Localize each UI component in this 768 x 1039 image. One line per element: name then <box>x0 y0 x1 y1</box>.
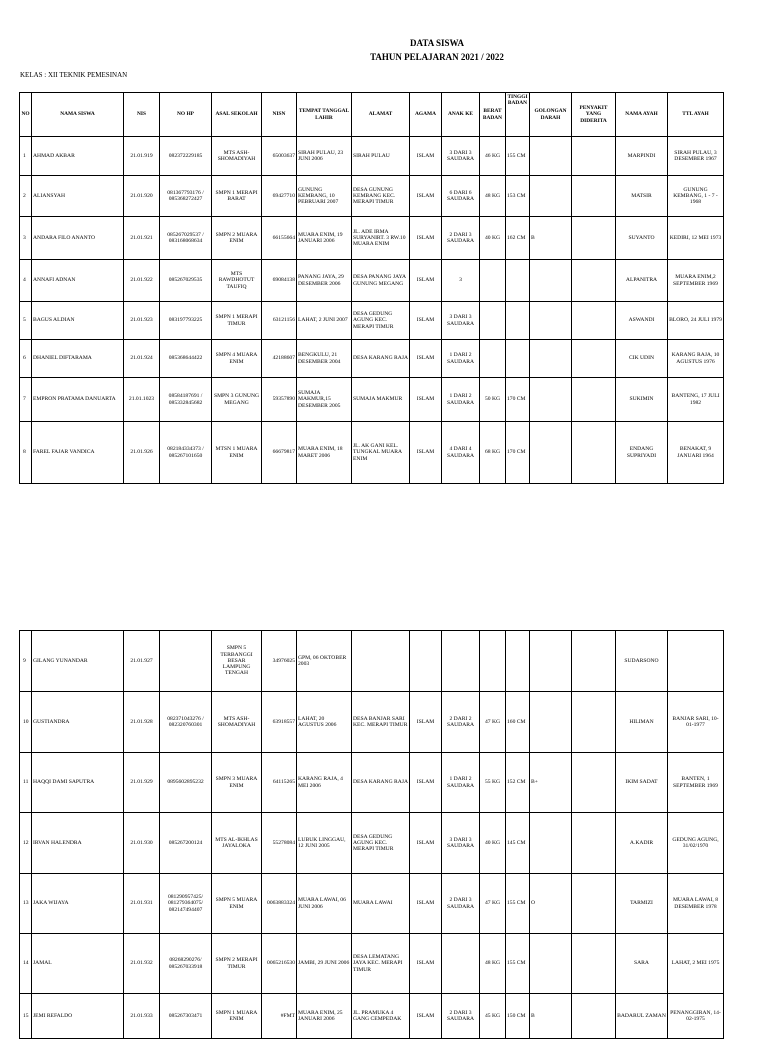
cell-asal-sekolah: SMPN 1 MUARA ENIM <box>212 994 262 1039</box>
cell-no: 8 <box>20 422 32 484</box>
cell-golongan-darah <box>530 260 572 302</box>
cell-nis: 21.01.927 <box>124 631 160 692</box>
cell-no: 14 <box>20 934 32 994</box>
cell-alamat: DESA GUNUNG KEMBANG KEC. MERAPI TIMUR <box>352 176 410 217</box>
cell-ttl-ayah: BANJAR SARI, 10-01-1977 <box>668 692 724 753</box>
cell-anak-ke: 4 DARI 4 SAUDARA <box>442 422 480 484</box>
cell-nisn: 0065216530 <box>262 934 297 994</box>
cell-golongan-darah <box>530 302 572 340</box>
cell-alamat <box>352 631 410 692</box>
cell-nama-siswa: IRVAN HALENDRA <box>32 813 124 874</box>
cell-nama-ayah: SUKIMIN <box>616 378 668 422</box>
cell-tinggi-badan: 145 CM <box>506 813 530 874</box>
cell-ttl-ayah: BLORO, 24 JULI 1979 <box>668 302 724 340</box>
cell-nis: 21.01.929 <box>124 753 160 813</box>
cell-nama-siswa: AHMAD AKBAR <box>32 137 124 176</box>
cell-tempat-tanggal-lahir: PANANG JAYA, 29 DESEMBER 2006 <box>297 260 352 302</box>
cell-tempat-tanggal-lahir: LAHAT, 2 JUNI 2007 <box>297 302 352 340</box>
cell-nama-siswa: ANDARA FILO ANANTO <box>32 217 124 260</box>
cell-golongan-darah <box>530 378 572 422</box>
cell-penyakit <box>572 753 616 813</box>
cell-nama-ayah: CIK UDIN <box>616 340 668 378</box>
cell-anak-ke: 2 DARI 2 SAUDARA <box>442 692 480 753</box>
cell-asal-sekolah: MTS AL-IKHLAS JAYALOKA <box>212 813 262 874</box>
cell-nama-siswa: JEMI REFALDO <box>32 994 124 1039</box>
cell-nisn: 59357890 <box>262 378 297 422</box>
cell-no: 12 <box>20 813 32 874</box>
cell-tinggi-badan: 155 CM <box>506 137 530 176</box>
column-header-alamat: ALAMAT <box>352 93 410 137</box>
document-subtitle: TAHUN PELAJARAN 2021 / 2022 <box>370 52 504 62</box>
cell-golongan-darah <box>530 813 572 874</box>
student-table-1 <box>19 92 724 484</box>
cell-golongan-darah <box>530 176 572 217</box>
table-row <box>20 994 724 1039</box>
table-row <box>20 260 724 302</box>
cell-tempat-tanggal-lahir: GPM, 06 OKTOBER 2003 <box>297 631 352 692</box>
cell-penyakit <box>572 302 616 340</box>
cell-nisn: 65003637 <box>262 137 297 176</box>
cell-agama: ISLAM <box>410 813 442 874</box>
table-row <box>20 874 724 934</box>
cell-no-hp: 083197793225 <box>160 302 212 340</box>
cell-alamat: SUMAJA MAKMUR <box>352 378 410 422</box>
cell-berat-badan: 45 KG <box>480 994 506 1039</box>
cell-nama-ayah: A.KADIR <box>616 813 668 874</box>
cell-asal-sekolah: MTS ASH-SHOMADIYAH <box>212 137 262 176</box>
cell-tinggi-badan: 160 CM <box>506 692 530 753</box>
cell-tempat-tanggal-lahir: BENGKULU, 21 DESEMBER 2004 <box>297 340 352 378</box>
table-row <box>20 692 724 753</box>
column-header-no-hp: NO HP <box>160 93 212 137</box>
cell-asal-sekolah: SMPN 5 TERBANGGI BESAR LAMPUNG TENGAH <box>212 631 262 692</box>
cell-tempat-tanggal-lahir: MUARA LAWAI, 06 JUNI 2006 <box>297 874 352 934</box>
column-header-anak-ke: ANAK KE <box>442 93 480 137</box>
cell-nama-ayah: ASWANDI <box>616 302 668 340</box>
document-title: DATA SISWA <box>410 38 464 48</box>
cell-penyakit <box>572 631 616 692</box>
cell-penyakit <box>572 874 616 934</box>
cell-asal-sekolah: SMPN 4 MUARA ENIM <box>212 340 262 378</box>
cell-alamat: SIRAH PULAU <box>352 137 410 176</box>
cell-nis: 21.01.932 <box>124 934 160 994</box>
cell-no: 15 <box>20 994 32 1039</box>
cell-nisn: 69427710 <box>262 176 297 217</box>
cell-anak-ke <box>442 934 480 994</box>
cell-agama: ISLAM <box>410 934 442 994</box>
column-header-ttl-ayah: TTL AYAH <box>668 93 724 137</box>
cell-berat-badan: 55 KG <box>480 753 506 813</box>
cell-ttl-ayah: LAHAT, 2 MEI 1975 <box>668 934 724 994</box>
column-header-nama-siswa: NAMA SISWA <box>32 93 124 137</box>
cell-berat-badan <box>480 631 506 692</box>
cell-agama: ISLAM <box>410 753 442 813</box>
cell-ttl-ayah: MUARA ENIM,2 SEPTEMBER 1969 <box>668 260 724 302</box>
cell-nis: 21.01.920 <box>124 176 160 217</box>
cell-agama: ISLAM <box>410 994 442 1039</box>
cell-nisn: 66679817 <box>262 422 297 484</box>
cell-nisn: 34976025 <box>262 631 297 692</box>
cell-nis: 21.01.923 <box>124 302 160 340</box>
cell-nis: 21.01.921 <box>124 217 160 260</box>
cell-tempat-tanggal-lahir: MUARA ENIM, 25 JANUARI 2006 <box>297 994 352 1039</box>
cell-ttl-ayah: MUARA LAWAI, 8 DESEMBER 1978 <box>668 874 724 934</box>
cell-golongan-darah: B <box>530 217 572 260</box>
cell-no-hp: 085267029535 <box>160 260 212 302</box>
table-row <box>20 934 724 994</box>
cell-nama-siswa: ANNAFI ADNAN <box>32 260 124 302</box>
cell-nama-ayah: SARA <box>616 934 668 994</box>
table-row <box>20 753 724 813</box>
cell-asal-sekolah: SMPN 2 MERAPI TIMUR <box>212 934 262 994</box>
cell-anak-ke: 3 <box>442 260 480 302</box>
column-header-nama-ayah: NAMA AYAH <box>616 93 668 137</box>
cell-nis: 21.01.922 <box>124 260 160 302</box>
cell-alamat: DESA BANJAR SARI KEC. MERAPI TIMUR <box>352 692 410 753</box>
cell-penyakit <box>572 260 616 302</box>
cell-alamat: MUARA LAWAI <box>352 874 410 934</box>
cell-no-hp: 08584187691 / 085332845682 <box>160 378 212 422</box>
cell-asal-sekolah: SMPN 1 MERAPI BARAT <box>212 176 262 217</box>
cell-tinggi-badan <box>506 631 530 692</box>
cell-berat-badan <box>480 340 506 378</box>
cell-ttl-ayah: GUNUNG KEMBANG, 1 - 7 - 1968 <box>668 176 724 217</box>
cell-berat-badan: 50 KG <box>480 378 506 422</box>
column-header-agama: AGAMA <box>410 93 442 137</box>
cell-asal-sekolah: SMPN 3 GUNUNG MEGANG <box>212 378 262 422</box>
cell-golongan-darah <box>530 692 572 753</box>
column-header-golongan-darah: GOLONGAN DARAH <box>530 93 572 137</box>
cell-alamat: DESA PANANG JAYA GUNUNG MEGANG <box>352 260 410 302</box>
cell-no-hp: 085267303471 <box>160 994 212 1039</box>
cell-tinggi-badan <box>506 260 530 302</box>
cell-nama-siswa: GUSTIANDRA <box>32 692 124 753</box>
cell-no: 7 <box>20 378 32 422</box>
cell-nama-siswa: HAQQI DAMI SAPUTRA <box>32 753 124 813</box>
cell-nis: 21.01.926 <box>124 422 160 484</box>
cell-anak-ke <box>442 631 480 692</box>
cell-berat-badan: 47 KG <box>480 692 506 753</box>
cell-alamat: DESA GEDUNG AGUNG KEC. MERAPI TIMUR <box>352 302 410 340</box>
cell-golongan-darah <box>530 934 572 994</box>
cell-ttl-ayah: BANTEN, 1 SEPTEMBER 1969 <box>668 753 724 813</box>
cell-no: 10 <box>20 692 32 753</box>
cell-tempat-tanggal-lahir: SIRAH PULAU, 23 JUNI 2006 <box>297 137 352 176</box>
cell-nisn: 42188607 <box>262 340 297 378</box>
student-table-2 <box>19 630 724 1039</box>
cell-berat-badan: 68 KG <box>480 422 506 484</box>
cell-alamat: DESA GEDUNG AGUNG KEC. MERAPI TIMUR <box>352 813 410 874</box>
cell-golongan-darah <box>530 137 572 176</box>
cell-penyakit <box>572 994 616 1039</box>
column-header-no: NO <box>20 93 32 137</box>
table-row <box>20 176 724 217</box>
cell-nisn: 0063883324 <box>262 874 297 934</box>
cell-asal-sekolah: SMPN 2 MUARA ENIM <box>212 217 262 260</box>
cell-tinggi-badan: 170 CM <box>506 378 530 422</box>
cell-nama-siswa: BAGUS ALDIAN <box>32 302 124 340</box>
cell-no-hp: 082372229185 <box>160 137 212 176</box>
cell-nama-siswa: JAMAL <box>32 934 124 994</box>
cell-no-hp: 085267200124 <box>160 813 212 874</box>
column-header-nisn: NISN <box>262 93 297 137</box>
column-header-nis: NIS <box>124 93 160 137</box>
table-row <box>20 217 724 260</box>
cell-no: 13 <box>20 874 32 934</box>
cell-asal-sekolah: SMPN 3 MUARA ENIM <box>212 753 262 813</box>
cell-no-hp <box>160 631 212 692</box>
cell-berat-badan: 48 KG <box>480 934 506 994</box>
cell-anak-ke: 1 DARI 2 SAUDARA <box>442 753 480 813</box>
cell-penyakit <box>572 378 616 422</box>
cell-nama-siswa: GILANG YUNANDAR <box>32 631 124 692</box>
cell-anak-ke: 6 DARI 6 SAUDARA <box>442 176 480 217</box>
cell-agama: ISLAM <box>410 137 442 176</box>
cell-asal-sekolah: MTSN 1 MUARA ENIM <box>212 422 262 484</box>
cell-tempat-tanggal-lahir: SUMAJA MAKMUR,15 DESEMBER 2005 <box>297 378 352 422</box>
cell-anak-ke: 3 DARI 3 SAUDARA <box>442 137 480 176</box>
cell-tinggi-badan <box>506 302 530 340</box>
cell-tempat-tanggal-lahir: JAMBI, 29 JUNI 2006 <box>297 934 352 994</box>
cell-asal-sekolah: SMPN 5 MUARA ENIM <box>212 874 262 934</box>
cell-nis: 21.01.919 <box>124 137 160 176</box>
cell-no-hp: 085368644422 <box>160 340 212 378</box>
cell-berat-badan: 48 KG <box>480 176 506 217</box>
cell-alamat: DESA KARANG RAJA <box>352 340 410 378</box>
cell-nis: 21.01.931 <box>124 874 160 934</box>
cell-golongan-darah <box>530 340 572 378</box>
cell-nama-ayah: MARPINDI <box>616 137 668 176</box>
cell-no-hp: 08268290276/ 085267033918 <box>160 934 212 994</box>
cell-no: 5 <box>20 302 32 340</box>
cell-nama-siswa: FAREL FAJAR VANDICA <box>32 422 124 484</box>
table-row <box>20 302 724 340</box>
cell-nama-ayah: IKIM SADAT <box>616 753 668 813</box>
cell-berat-badan <box>480 260 506 302</box>
cell-nama-siswa: JAKA WIJAYA <box>32 874 124 934</box>
cell-no: 6 <box>20 340 32 378</box>
column-header-tempat-tanggal-lahir: TEMPAT TANGGAL LAHIR <box>297 93 352 137</box>
cell-tinggi-badan: 170 CM <box>506 422 530 484</box>
cell-tempat-tanggal-lahir: MUARA ENIM, 19 JANUARI 2006 <box>297 217 352 260</box>
cell-berat-badan: 47 KG <box>480 874 506 934</box>
cell-anak-ke: 3 DARI 3 SAUDARA <box>442 302 480 340</box>
cell-no: 2 <box>20 176 32 217</box>
cell-nama-ayah: ALPANITRA <box>616 260 668 302</box>
cell-nama-ayah: SUYANTO <box>616 217 668 260</box>
column-header-penyakit: PENYAKIT YANG DIDERITA <box>572 93 616 137</box>
cell-golongan-darah <box>530 422 572 484</box>
cell-tinggi-badan: 150 CM <box>506 994 530 1039</box>
cell-tinggi-badan: 153 CM <box>506 176 530 217</box>
cell-agama <box>410 631 442 692</box>
cell-golongan-darah: B+ <box>530 753 572 813</box>
cell-nisn: 63121156 <box>262 302 297 340</box>
cell-no: 4 <box>20 260 32 302</box>
cell-anak-ke: 3 DARI 3 SAUDARA <box>442 813 480 874</box>
cell-anak-ke: 1 DARI 2 SAUDARA <box>442 378 480 422</box>
cell-nama-ayah: MATSIR <box>616 176 668 217</box>
cell-no-hp: 081367793176 / 085368272427 <box>160 176 212 217</box>
cell-penyakit <box>572 422 616 484</box>
table-row <box>20 340 724 378</box>
cell-no: 9 <box>20 631 32 692</box>
cell-tempat-tanggal-lahir: LUBUK LINGGAU, 12 JUNI 2005 <box>297 813 352 874</box>
cell-no: 11 <box>20 753 32 813</box>
cell-no-hp: 081290957425/ 081279364075/ 082147494407 <box>160 874 212 934</box>
cell-asal-sekolah: SMPN 1 MERAPI TIMUR <box>212 302 262 340</box>
cell-anak-ke: 2 DARI 3 SAUDARA <box>442 994 480 1039</box>
cell-berat-badan <box>480 302 506 340</box>
cell-no-hp: 0895602895232 <box>160 753 212 813</box>
cell-tinggi-badan: 155 CM <box>506 874 530 934</box>
cell-ttl-ayah: BENAKAT, 9 JANUARI 1964 <box>668 422 724 484</box>
column-header-asal-sekolah: ASAL SEKOLAH <box>212 93 262 137</box>
cell-alamat: JL. PRAMUKA 4 GANG CEMPEDAK <box>352 994 410 1039</box>
table-row <box>20 378 724 422</box>
cell-asal-sekolah: MTS RAWDHOTUT TAUFIQ <box>212 260 262 302</box>
cell-nis: 21.01.930 <box>124 813 160 874</box>
cell-alamat: DESA LEMATANG JAYA KEC. MERAPI TIMUR <box>352 934 410 994</box>
cell-tempat-tanggal-lahir: GUNUNG KEMBANG, 10 PEBRUARI 2007 <box>297 176 352 217</box>
cell-agama: ISLAM <box>410 378 442 422</box>
cell-nis: 21.01.933 <box>124 994 160 1039</box>
cell-agama: ISLAM <box>410 217 442 260</box>
cell-tinggi-badan: 152 CM <box>506 753 530 813</box>
table-row <box>20 422 724 484</box>
cell-nama-ayah: TARMIZI <box>616 874 668 934</box>
cell-tinggi-badan: 155 CM <box>506 934 530 994</box>
cell-nisn: 69084138 <box>262 260 297 302</box>
cell-penyakit <box>572 176 616 217</box>
cell-tinggi-badan <box>506 340 530 378</box>
cell-nama-ayah: HILIMAN <box>616 692 668 753</box>
cell-alamat: JL. AK GANI KEL. TUNGKAL MUARA ENIM <box>352 422 410 484</box>
cell-ttl-ayah: SIRAH PULAU, 3 DESEMBER 1967 <box>668 137 724 176</box>
cell-golongan-darah <box>530 631 572 692</box>
cell-nama-siswa: DHANIEL DIFTARAMA <box>32 340 124 378</box>
cell-nama-ayah: BADARUL ZAMAN <box>616 994 668 1039</box>
cell-penyakit <box>572 934 616 994</box>
cell-anak-ke: 1 DARI 2 SAUDARA <box>442 340 480 378</box>
cell-nis: 21.01.1023 <box>124 378 160 422</box>
cell-ttl-ayah: KARANG RAJA, 10 AGUSTUS 1976 <box>668 340 724 378</box>
table-row <box>20 631 724 692</box>
cell-berat-badan: 40 KG <box>480 813 506 874</box>
cell-nama-ayah: ENDANG SUPRIYADI <box>616 422 668 484</box>
cell-alamat: DESA KARANG RAJA <box>352 753 410 813</box>
cell-penyakit <box>572 813 616 874</box>
cell-ttl-ayah: PENANGGIRAN, 14-02-1975 <box>668 994 724 1039</box>
cell-penyakit <box>572 137 616 176</box>
cell-nis: 21.01.924 <box>124 340 160 378</box>
cell-no: 3 <box>20 217 32 260</box>
cell-nisn: 66155664 <box>262 217 297 260</box>
cell-agama: ISLAM <box>410 422 442 484</box>
cell-ttl-ayah: BANTENG, 17 JULI 1982 <box>668 378 724 422</box>
cell-tinggi-badan: 162 CM <box>506 217 530 260</box>
cell-agama: ISLAM <box>410 176 442 217</box>
cell-ttl-ayah <box>668 631 724 692</box>
cell-alamat: JL. ADE IRMA SURYANIRT. 3 RW.10 MUARA ENIM <box>352 217 410 260</box>
cell-no-hp: 082371043276 / 082320760301 <box>160 692 212 753</box>
cell-agama: ISLAM <box>410 340 442 378</box>
table-row <box>20 813 724 874</box>
cell-ttl-ayah: GEDUNG AGUNG, 31/02/1970 <box>668 813 724 874</box>
column-header-tinggi-badan: TINGGI BADAN <box>506 93 530 137</box>
cell-penyakit <box>572 692 616 753</box>
cell-tempat-tanggal-lahir: KARANG RAJA, 4 MEI 2006 <box>297 753 352 813</box>
cell-tempat-tanggal-lahir: MUARA ENIM, 18 MARET 2006 <box>297 422 352 484</box>
cell-penyakit <box>572 217 616 260</box>
cell-golongan-darah: B <box>530 994 572 1039</box>
table-row <box>20 137 724 176</box>
cell-anak-ke: 2 DARI 3 SAUDARA <box>442 217 480 260</box>
cell-berat-badan: 46 KG <box>480 137 506 176</box>
cell-nisn: 64115265 <box>262 753 297 813</box>
cell-nama-siswa: ALIANSYAH <box>32 176 124 217</box>
cell-no-hp: 082184334373 / 085267101650 <box>160 422 212 484</box>
cell-penyakit <box>572 340 616 378</box>
cell-agama: ISLAM <box>410 260 442 302</box>
cell-nis: 21.01.928 <box>124 692 160 753</box>
column-header-berat-badan: BERAT BADAN <box>480 93 506 137</box>
cell-agama: ISLAM <box>410 874 442 934</box>
cell-berat-badan: 40 KG <box>480 217 506 260</box>
table-header-row <box>20 93 724 137</box>
class-label: KELAS : XII TEKNIK PEMESINAN <box>20 71 128 79</box>
cell-agama: ISLAM <box>410 302 442 340</box>
cell-no-hp: 085267029537 / 083168068634 <box>160 217 212 260</box>
cell-nama-siswa: EMPRON PRATAMA DANUARTA <box>32 378 124 422</box>
cell-no: 1 <box>20 137 32 176</box>
cell-agama: ISLAM <box>410 692 442 753</box>
cell-nisn: 63918557 <box>262 692 297 753</box>
cell-nisn: 55278084 <box>262 813 297 874</box>
cell-nama-ayah: SUDARSONO <box>616 631 668 692</box>
cell-anak-ke: 2 DARI 3 SAUDARA <box>442 874 480 934</box>
cell-asal-sekolah: MTS ASH-SHOMADIYAH <box>212 692 262 753</box>
cell-golongan-darah: O <box>530 874 572 934</box>
cell-tempat-tanggal-lahir: LAHAT, 20 AGUSTUS 2006 <box>297 692 352 753</box>
cell-nisn: #FMT <box>262 994 297 1039</box>
cell-ttl-ayah: KEDIRI, 12 MEI 1973 <box>668 217 724 260</box>
